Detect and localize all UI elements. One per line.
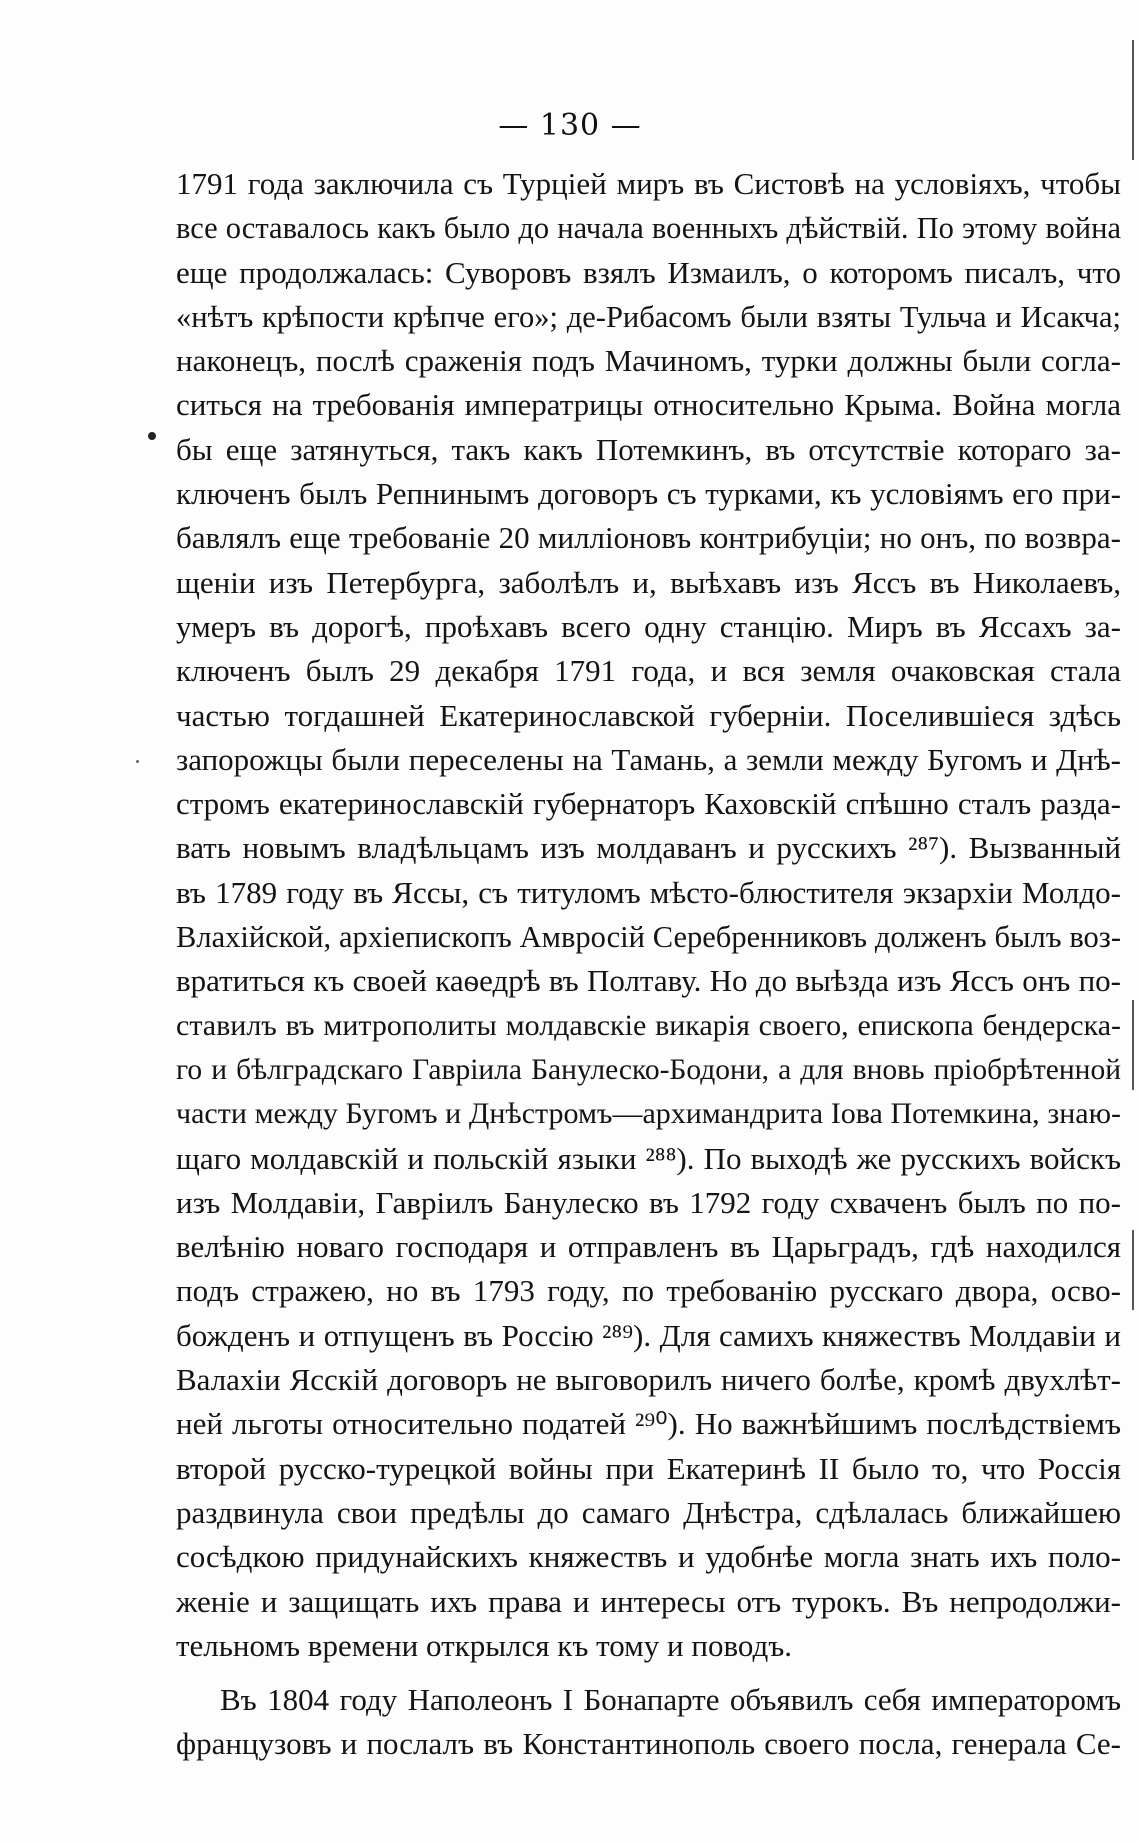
text-line: ситься на требованія императрицы относительно Крыма. Война могла (176, 387, 1121, 423)
text-line: 1791 года заключила съ Турціей миръ въ Систовѣ на условіяхъ, чтобы (176, 166, 1121, 201)
paragraph-2 (176, 1678, 1121, 1767)
text-line: французовъ и послалъ въ Константинополь своего посла, генерала Се- (176, 1726, 1121, 1762)
text-line: ставилъ въ митрополиты молдавскіе викарія своего, епископа бендерска- (176, 1008, 1121, 1042)
text-line: го и бѣлградскаго Гавріила Банулеско-Бодони, а для вновь пріобрѣтенной (176, 1053, 1121, 1086)
text-line: наконецъ, послѣ сраженія подъ Мачиномъ, турки должны были согла- (176, 343, 1121, 379)
paragraph-gap (176, 1668, 1121, 1678)
text-line: въ 1789 году въ Яссы, съ титуломъ мѣсто-блюстителя экзархіи Молдо- (176, 874, 1121, 910)
text-line: стромъ екатеринославскій губернаторъ Каховскій спѣшно сталъ разда- (176, 786, 1121, 822)
text-line: Валахіи Ясскій договоръ не выговорилъ ничего болѣе, кромѣ двухлѣт- (176, 1362, 1121, 1398)
text-line: ключенъ былъ 29 декабря 1791 года, и вся земля очаковская стала (176, 653, 1121, 689)
page-number: — 130 — (498, 108, 642, 143)
text-line: бы еще затянуться, такъ какъ Потемкинъ, въ отсутствіе котораго за- (176, 431, 1121, 467)
text-line: подъ стражею, но въ 1793 году, по требованію русскаго двора, осво- (176, 1273, 1121, 1309)
text-line: ключенъ былъ Репнинымъ договоръ съ турками, къ условіямъ его при- (176, 476, 1121, 512)
page-edge-mark (1132, 40, 1134, 160)
text-line: раздвинула свои предѣлы до самаго Днѣстра, сдѣлалась ближайшею (176, 1494, 1121, 1530)
text-line: сосѣдкою придунайскихъ княжествъ и удобнѣе могла знать ихъ поло- (176, 1539, 1121, 1575)
text-line: тельномъ времени открылся къ тому и поводъ. (176, 1627, 793, 1663)
scan-speck (136, 760, 139, 763)
page-edge-mark (1132, 1000, 1134, 1090)
text-line: женіе и защищать ихъ права и интересы отъ турокъ. Въ непродолжи- (176, 1583, 1121, 1619)
paragraph-1 (176, 162, 1121, 1668)
text-line: вать новымъ владѣльцамъ изъ молдаванъ и русскихъ ²⁸⁷). Вызванный (176, 830, 1121, 866)
text-line: Въ 1804 году Наполеонъ I Бонапарте объявилъ себя императоромъ (220, 1682, 1121, 1718)
text-line: изъ Молдавіи, Гавріилъ Банулеско въ 1792 году схваченъ былъ по по- (176, 1184, 1121, 1220)
text-line: бавлялъ еще требованіе 20 милліоновъ контрибуціи; но онъ, по возвра- (176, 520, 1121, 556)
text-line: все оставалось какъ было до начала военныхъ дѣйствій. По этому война (176, 211, 1121, 246)
text-line: части между Бугомъ и Днѣстромъ—архимандрита Іова Потемкина, знаю- (176, 1097, 1121, 1131)
text-line: щеніи изъ Петербурга, заболѣлъ и, выѣхавъ изъ Яссъ въ Николаевъ, (176, 564, 1121, 600)
text-line: еще продолжалась: Суворовъ взялъ Измаилъ, о которомъ писалъ, что (176, 254, 1121, 290)
text-line: второй русско-турецкой войны при Екатеринѣ II было то, что Россія (176, 1450, 1121, 1486)
page-edge-mark (1132, 1230, 1134, 1310)
text-line: умеръ въ дорогѣ, проѣхавъ всего одну станцію. Миръ въ Яссахъ за- (176, 608, 1121, 644)
text-line: вратиться къ своей каѳедрѣ въ Полтаву. Но до выѣзда изъ Яссъ онъ по- (176, 963, 1121, 999)
text-line: щаго молдавскій и польскій языки ²⁸⁸). По выходѣ же русскихъ войскъ (176, 1140, 1121, 1176)
margin-dot (148, 432, 156, 440)
text-line: запорожцы были переселены на Тамань, а земли между Бугомъ и Днѣ- (176, 741, 1121, 777)
text-line: «нѣтъ крѣпости крѣпче его»; де-Рибасомъ были взяты Тульча и Исакча; (176, 299, 1121, 334)
text-line: ней льготы относительно податей ²⁹⁰). Но важнѣйшимъ послѣдствіемъ (176, 1406, 1121, 1442)
text-line: божденъ и отпущенъ въ Россію ²⁸⁹). Для самихъ княжествъ Молдавіи и (176, 1317, 1121, 1353)
body-text (176, 162, 1121, 1767)
text-line: велѣнію новаго господаря и отправленъ въ Царьградъ, гдѣ находился (176, 1229, 1121, 1265)
text-line: частью тогдашней Екатеринославской губерніи. Поселившіеся здѣсь (176, 697, 1121, 733)
text-line: Влахійской, архіепископъ Амвросій Серебренниковъ долженъ былъ воз- (176, 920, 1121, 955)
